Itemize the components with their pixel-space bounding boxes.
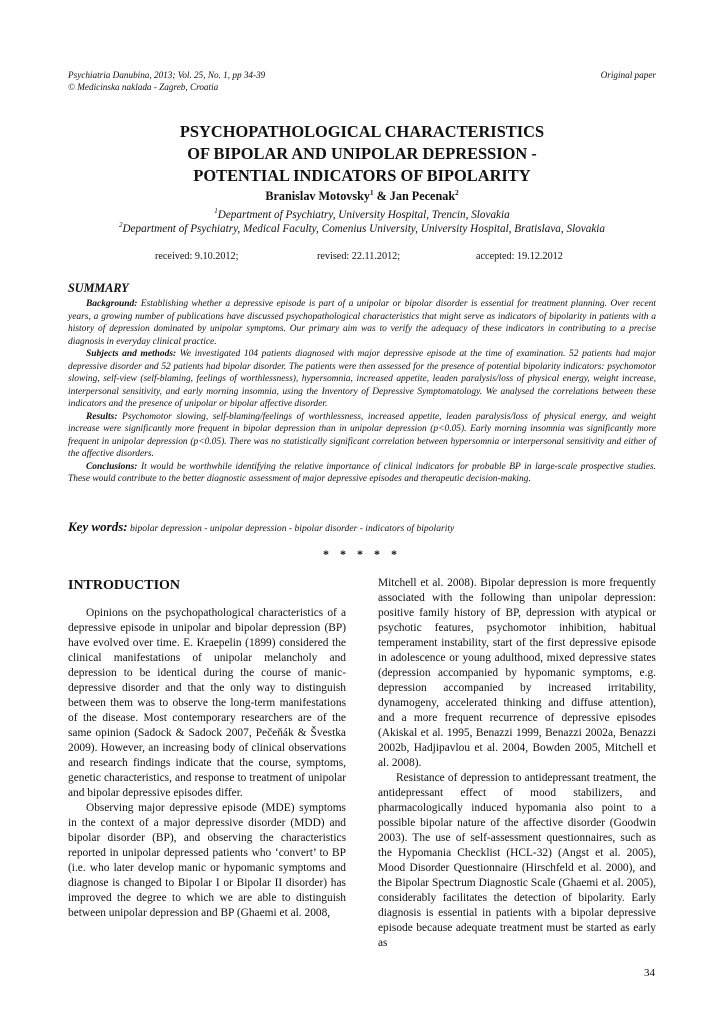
publisher-line: © Medicinska naklada - Zagreb, Croatia (68, 82, 219, 92)
summary-paragraph (68, 461, 656, 486)
section-separator: * * * * * (323, 547, 401, 561)
author-separator: & (373, 189, 390, 203)
body-paragraph: Observing major depressive episode (MDE) symptoms in the context of a major depressive disorder (MDD) and bipolar disorder (BP), and observing the characteristics reported in unipolar depressed patients who ‘convert’ to BP (i.e. who later develop manic or hypomanic symptoms and diagnose is changed to Bipolar I or Bipolar II disorder) has improved the degree to which we are able to distinguish between unipolar depression and BP (Ghaemi et al. 2008, (68, 802, 346, 919)
summary-label: Subjects and methods: (86, 349, 177, 359)
author-name: Jan Pecenak (389, 189, 456, 203)
affiliation (68, 222, 656, 236)
author-name: Branislav Motovsky (265, 189, 371, 203)
summary-heading: SUMMARY (68, 281, 129, 295)
keywords-text: bipolar depression - unipolar depression - bipolar disorder - indicators of bipolarity (127, 523, 455, 534)
summary-paragraph (68, 348, 656, 411)
summary-paragraph (68, 411, 656, 461)
keywords-label: Key words: (68, 519, 128, 534)
title-line-1: PSYCHOPATHOLOGICAL CHARACTERISTICS (179, 122, 545, 141)
right-column (378, 576, 656, 951)
affiliation-text: Department of Psychiatry, University Hospital, Trencin, Slovakia (217, 209, 510, 221)
body-paragraph: Mitchell et al. 2008). Bipolar depression is more frequently associated with the following than unipolar depression: positive family history of BP, depression with atypical or psychotic features, psychomotor inhibition, habitual temperament instability, start of the first depressive episode in adolescence or young adulthood, mixed depressive states (depression accompanied by hypomanic symptoms, e.g. depression accompanied by increased irritability, dynamogeny, accelerated thinking and diffuse attention), and a more frequent recurrence of depressive episodes (Akiskal et al. 1995, Benazzi 1999, Benazzi 2002a, Benazzi 2002b, Hadjipavlou et al. 2004, Bowden 2005, Mitchell et al. 2008). (378, 577, 656, 769)
journal-citation: Psychiatria Danubina, 2013; Vol. 25, No. 1, pp 34-39 (68, 70, 266, 80)
paper-title (68, 121, 656, 187)
body-paragraph: Resistance of depression to antidepressant treatment, the antidepressant effect of mood stabilizers, and pharmacologically induced hypomania also point to a possible bipolar nature of the affective disorder (Goodwin 2003). The use of self-assessment questionnaires, such as the Hypomania Checklist (HCL-32) (Angst et al. 2005), Mood Disorder Questionnaire (Hirschfeld et al. 2000), and the Bipolar Spectrum Diagnostic Scale (Ghaemi et al. 2005), considerably facilitates the detection of bipolarity. Early diagnosis is essential in patients with a bipolar depressive episode because adequate treatment must be started as early as (378, 772, 656, 949)
summary-text: We investigated 104 patients diagnosed with major depressive episode at the time of examination. 52 patients had major depressive disorder and 52 patients had bipolar disorder. The patients were then assessed for the presence of potential bipolarity indicators: psychomotor slowing, self-view (self-blaming, feelings of worthlessness), hypersomnia, increased appetite, leaden paralysis/loss of physical energy, weight increase, interpersonal sensitivity, and early morning insomnia, using the Inventory of Depressive Symptomatology. We analysed the correlations between these indicators and the presence of unipolar or bipolar affective disorder. (68, 349, 656, 409)
author-affiliation-marker: 2 (455, 189, 459, 197)
introduction-heading: INTRODUCTION (68, 578, 181, 593)
keywords (68, 519, 656, 535)
affiliation-marker: 2 (118, 221, 123, 229)
title-line-2: OF BIPOLAR AND UNIPOLAR DEPRESSION - (187, 144, 537, 163)
affiliation (68, 208, 656, 222)
summary-text: Establishing whether a depressive episode is part of a unipolar or bipolar disorder is essential for treatment planning. Over recent years, a growing number of publications have discussed psychopathological characteristics that might serve as indicators of bipolarity in patients with a history of depression dominated by unipolar symptoms. Our primary aim was to verify the adequacy of these indicators in contributing to a precise diagnosis in everyday clinical practice. (68, 299, 656, 347)
affiliation-text: Department of Psychiatry, Medical Faculty, Comenius University, University Hospital, Bratislava, Slovakia (122, 223, 606, 235)
page-number: 34 (644, 967, 655, 979)
summary-text: It would be worthwhile identifying the relative importance of clinical indicators for probable BP in large-scale prospective studies. These would contribute to the better diagnostic assessment of major depressive episodes and therapeutic decision-making. (68, 461, 656, 484)
left-column (68, 576, 346, 921)
journal-header (68, 69, 265, 93)
affiliation-marker: 1 (214, 207, 218, 215)
summary-paragraph (68, 298, 656, 348)
received-date: received: 9.10.2012; (155, 251, 239, 262)
author-affiliation-marker: 1 (370, 189, 374, 197)
accepted-date: accepted: 19.12.2012 (476, 251, 563, 262)
revised-date: revised: 22.11.2012; (317, 251, 401, 262)
title-line-3: POTENTIAL INDICATORS OF BIPOLARITY (193, 166, 531, 185)
author-list (68, 189, 656, 204)
summary-text: Psychomotor slowing, self-blaming/feelings of worthlessness, increased appetite, leaden paralysis/loss of physical energy, and weight increase were significantly more frequent in bipolar depression than in unipolar depression (p<0.05). Early morning insomnia was significantly more frequent in unipolar depression (p<0.05). There was no statistically significant correlation between hypersomnia or interpersonal sensitivity and either of the affective disorders. (68, 411, 656, 459)
summary-label: Background: (86, 299, 138, 309)
summary-label: Conclusions: (86, 461, 138, 472)
body-paragraph: Opinions on the psychopathological characteristics of a depressive episode in unipolar and bipolar depression (BP) have evolved over time. E. Kraepelin (1899) considered the clinical manifestations of unipolar melancholy and depression to be identical during the course of manic-depressive disorder and that the only way to distinguish between them was to observe the long-term manifestations of the disease. Most contemporary researchers are of the same opinion (Sadock & Sadock 2007, Pečeňák & Švestka 2009). However, an increasing body of clinical observations and research findings indicate that the course, symptoms, genetic characteristics, and response to treatment of unipolar and bipolar depressive episodes differ. (68, 607, 346, 799)
summary-section (68, 281, 656, 486)
paper-type-label: Original paper (600, 70, 656, 80)
summary-label: Results: (86, 411, 118, 422)
